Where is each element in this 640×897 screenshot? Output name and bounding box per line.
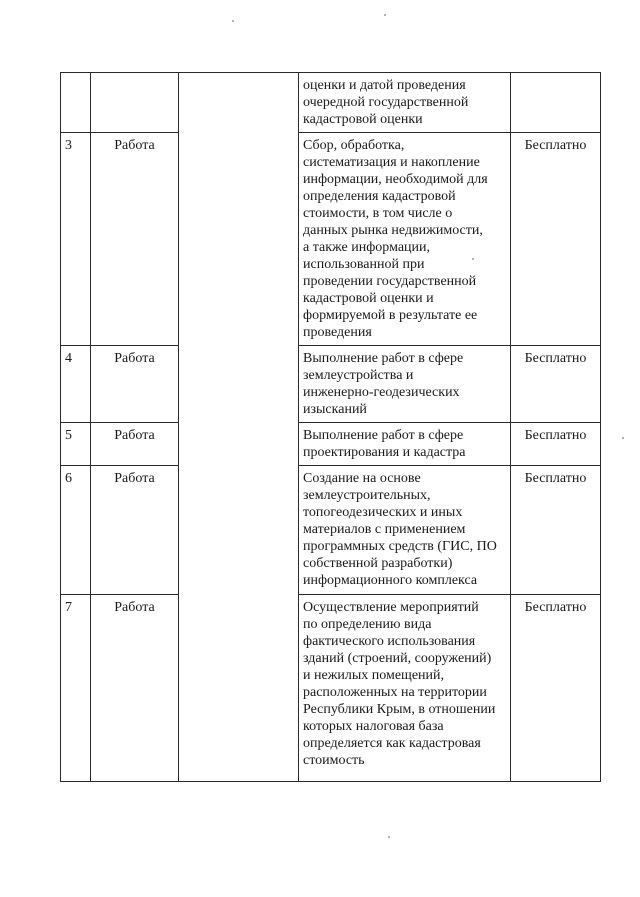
scan-speck (388, 836, 390, 838)
row-description-cell: оценки и датой проведения очередной государственной кадастровой оценки (299, 73, 511, 133)
scan-speck (472, 258, 474, 260)
row-type-cell: Работа (91, 346, 179, 423)
table-row-continuation (61, 73, 601, 133)
row-description-cell: Осуществление мероприятий по определению вида фактического использования зданий (строений, сооружений) и нежилых помещений, расположенных на территории Республики Крым, в отношении которых налоговая база определяется как кадастровая стоимость (299, 595, 511, 782)
empty-column-cell (179, 73, 299, 782)
row-price-cell: Бесплатно (511, 133, 601, 346)
row-price-cell: Бесплатно (511, 423, 601, 466)
row-number-cell: 4 (61, 346, 91, 423)
table-row (61, 466, 601, 595)
services-table (60, 72, 601, 782)
row-type-cell: Работа (91, 595, 179, 782)
scan-speck (232, 20, 234, 22)
scan-speck (622, 437, 624, 439)
row-price-cell: Бесплатно (511, 595, 601, 782)
scan-speck (384, 14, 386, 16)
table-row (61, 133, 601, 346)
row-number-cell: 6 (61, 466, 91, 595)
row-type-cell: Работа (91, 133, 179, 346)
row-price-cell (511, 73, 601, 133)
row-number-cell: 3 (61, 133, 91, 346)
row-type-cell: Работа (91, 423, 179, 466)
row-type-cell: Работа (91, 466, 179, 595)
row-description-cell: Выполнение работ в сфере проектирования и кадастра (299, 423, 511, 466)
table-row (61, 423, 601, 466)
row-description-cell: Сбор, обработка, систематизация и накопление информации, необходимой для определения кадастровой стоимости, в том числе о данных рынка недвижимости, а также информации, использованной при проведении государственной кадастровой оценки и формируемой в результате ее проведения (299, 133, 511, 346)
row-price-cell: Бесплатно (511, 466, 601, 595)
table-row (61, 595, 601, 782)
row-number-cell (61, 73, 91, 133)
row-number-cell: 5 (61, 423, 91, 466)
row-number-cell: 7 (61, 595, 91, 782)
table-row (61, 346, 601, 423)
row-description-cell: Создание на основе землеустроительных, топогеодезических и иных материалов с применением программных средств (ГИС, ПО собственной разработки) информационного комплекса (299, 466, 511, 595)
row-description-cell: Выполнение работ в сфере землеустройства и инженерно-геодезических изысканий (299, 346, 511, 423)
row-type-cell (91, 73, 179, 133)
row-price-cell: Бесплатно (511, 346, 601, 423)
